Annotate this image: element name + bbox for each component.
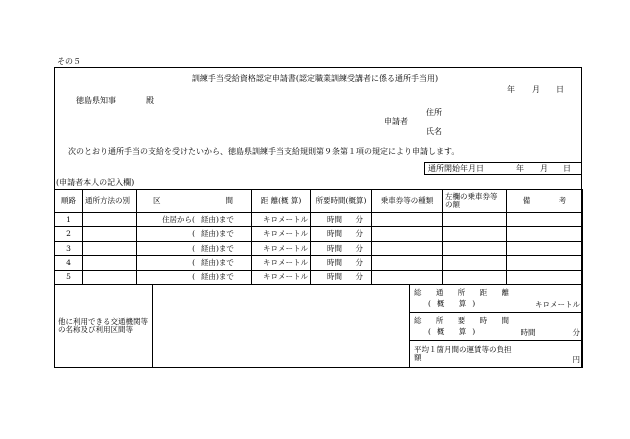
route-hours: 時間 xyxy=(327,257,342,267)
other-transport-field[interactable] xyxy=(153,285,410,368)
route-section-cell[interactable] xyxy=(137,256,252,270)
route-order: 5 xyxy=(55,270,83,284)
date-year: 年 xyxy=(507,85,515,94)
header-remarks xyxy=(507,190,583,213)
route-minutes: 分 xyxy=(355,229,363,239)
route-ticket-amount[interactable] xyxy=(443,241,507,255)
header-remarks-a: 備 xyxy=(522,196,531,206)
total-time-label xyxy=(410,313,517,341)
route-ticket-type[interactable] xyxy=(372,270,443,284)
total-distance-label-2: (概 算) xyxy=(428,299,482,308)
route-time[interactable] xyxy=(311,227,372,241)
start-date-label: 通所開始年月日 xyxy=(428,164,484,173)
route-from: 住居から( xyxy=(162,214,195,224)
table-row xyxy=(55,256,583,270)
route-section-cell[interactable] xyxy=(137,227,252,241)
route-ticket-type[interactable] xyxy=(372,256,443,270)
date-day: 日 xyxy=(556,85,564,94)
route-ticket-amount[interactable] xyxy=(443,256,507,270)
route-distance[interactable]: キロメートル xyxy=(252,256,311,270)
route-from: ( xyxy=(192,243,195,253)
header-order: 順路 xyxy=(55,190,83,213)
route-hours: 時間 xyxy=(327,214,342,224)
route-section-cell[interactable] xyxy=(137,213,252,227)
route-hours: 時間 xyxy=(327,229,342,239)
addressee: 徳島県知事 xyxy=(76,96,116,105)
table-row xyxy=(55,227,583,241)
route-remarks[interactable] xyxy=(507,213,583,227)
header-distance: 距 離(概 算) xyxy=(252,190,311,213)
route-distance[interactable]: キロメートル xyxy=(252,213,311,227)
route-via: 経由)まで xyxy=(201,243,234,253)
monthly-fare-unit: 円 xyxy=(517,341,583,368)
start-date-day: 日 xyxy=(563,164,571,173)
route-ticket-amount[interactable] xyxy=(443,227,507,241)
route-distance[interactable]: キロメートル xyxy=(252,227,311,241)
header-section-to: 間 xyxy=(225,196,233,206)
total-time-minutes: 分 xyxy=(572,328,580,338)
route-method-cell[interactable] xyxy=(83,213,137,227)
route-ticket-amount[interactable] xyxy=(443,213,507,227)
header-ticket-type: 乗車券等の種類 xyxy=(372,190,443,213)
route-order: 2 xyxy=(55,227,83,241)
page-label: その５ xyxy=(57,57,81,66)
total-distance-label-1: 総 通 所 距 離 xyxy=(414,288,516,298)
table-row xyxy=(55,241,583,255)
route-time[interactable] xyxy=(311,256,372,270)
route-remarks[interactable] xyxy=(507,241,583,255)
table-body xyxy=(55,213,583,285)
section-note: (申請者本人の記入欄) xyxy=(56,178,135,187)
route-via: 経由)まで xyxy=(201,257,234,267)
total-time-hours: 時間 xyxy=(520,328,536,338)
route-minutes: 分 xyxy=(355,272,363,282)
route-time[interactable] xyxy=(311,241,372,255)
route-ticket-type[interactable] xyxy=(372,213,443,227)
route-ticket-amount[interactable] xyxy=(443,270,507,284)
summary-row-distance xyxy=(55,285,583,313)
header-time: 所要時間(概算) xyxy=(311,190,372,213)
total-time-label-2: (概 算) xyxy=(428,327,482,336)
route-method-cell[interactable] xyxy=(83,241,137,255)
route-order: 3 xyxy=(55,241,83,255)
monthly-fare-label: 平均１箇月間の運賃等の負担額 xyxy=(410,341,517,368)
total-distance-unit: キロメートル xyxy=(517,285,583,313)
header-section xyxy=(137,190,252,213)
other-transport-label: 他に利用できる交通機関等の名称及び利用区間等 xyxy=(55,285,153,368)
table-row xyxy=(55,270,583,284)
route-from: ( xyxy=(192,257,195,267)
table-header-row xyxy=(55,190,583,213)
address-label: 住所 xyxy=(426,108,442,117)
route-from: ( xyxy=(192,229,195,239)
total-time-values xyxy=(517,313,583,341)
route-section-cell[interactable] xyxy=(137,270,252,284)
start-date-year: 年 xyxy=(516,164,524,173)
header-remarks-b: 考 xyxy=(558,196,567,206)
route-via: 経由)まで xyxy=(201,272,234,282)
route-method-cell[interactable] xyxy=(83,256,137,270)
form-title: 訓練手当受給資格認定申請書(認定職業訓練受講者に係る通所手当用) xyxy=(191,74,439,83)
route-remarks[interactable] xyxy=(507,256,583,270)
name-label: 氏名 xyxy=(426,127,442,136)
route-hours: 時間 xyxy=(327,243,342,253)
route-time[interactable] xyxy=(311,213,372,227)
applicant-label: 申請者 xyxy=(384,117,408,126)
route-hours: 時間 xyxy=(327,272,342,282)
statement: 次のとおり通所手当の支給を受けたいから、徳島県訓練手当支給規則第９条第１項の規定により申請します。 xyxy=(68,147,460,156)
date-month: 月 xyxy=(532,85,540,94)
route-method-cell[interactable] xyxy=(83,227,137,241)
route-distance[interactable]: キロメートル xyxy=(252,270,311,284)
route-minutes: 分 xyxy=(355,214,363,224)
route-from: ( xyxy=(192,272,195,282)
route-ticket-type[interactable] xyxy=(372,241,443,255)
route-remarks[interactable] xyxy=(507,227,583,241)
route-table xyxy=(54,189,583,285)
route-minutes: 分 xyxy=(355,243,363,253)
route-order: 1 xyxy=(55,213,83,227)
total-distance-label xyxy=(410,285,517,313)
header-method: 通所方法の別 xyxy=(83,190,137,213)
route-via: 経由)まで xyxy=(201,214,234,224)
route-time[interactable] xyxy=(311,270,372,284)
total-time-label-1: 総 所 要 時 間 xyxy=(414,316,516,326)
header-section-from: 区 xyxy=(153,196,161,206)
route-minutes: 分 xyxy=(355,257,363,267)
route-via: 経由)まで xyxy=(201,229,234,239)
route-order: 4 xyxy=(55,256,83,270)
route-distance[interactable]: キロメートル xyxy=(252,241,311,255)
route-remarks[interactable] xyxy=(507,270,583,284)
route-section-cell[interactable] xyxy=(137,241,252,255)
addressee-honorific: 殿 xyxy=(146,96,154,105)
table-row xyxy=(55,213,583,227)
route-ticket-type[interactable] xyxy=(372,227,443,241)
summary-table xyxy=(54,284,583,368)
header-ticket-amount: 左欄の乗車券等の額 xyxy=(443,190,507,213)
start-date-month: 月 xyxy=(540,164,548,173)
route-method-cell[interactable] xyxy=(83,270,137,284)
